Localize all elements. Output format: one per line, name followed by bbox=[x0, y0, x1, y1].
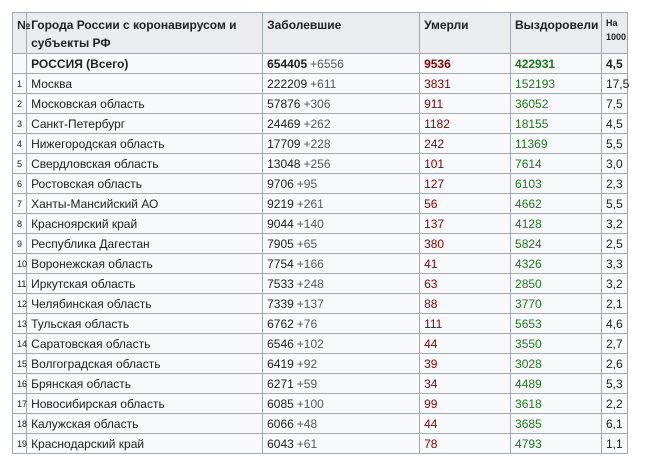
row-cases-value: 6762 bbox=[267, 316, 294, 331]
row-cases bbox=[263, 154, 420, 174]
row-num: 15 bbox=[13, 354, 27, 374]
table-row bbox=[13, 334, 628, 354]
covid-table-container bbox=[12, 12, 628, 454]
total-cases: 654405 bbox=[267, 56, 308, 71]
row-region[interactable]: Санкт-Петербург bbox=[27, 114, 263, 134]
table-row bbox=[13, 254, 628, 274]
row-recovered: 5653 bbox=[511, 314, 602, 334]
row-recovered: 36052 bbox=[511, 94, 602, 114]
row-deaths: 137 bbox=[420, 214, 511, 234]
total-num bbox=[13, 54, 27, 74]
row-deaths: 63 bbox=[420, 274, 511, 294]
row-region[interactable]: Республика Дагестан bbox=[27, 234, 263, 254]
row-recovered: 4662 bbox=[511, 194, 602, 214]
row-region[interactable]: Брянская область bbox=[27, 374, 263, 394]
row-cases bbox=[263, 254, 420, 274]
row-cases-delta: +65 bbox=[296, 236, 318, 251]
row-num: 3 bbox=[13, 114, 27, 134]
row-rate: 2,6 bbox=[601, 354, 627, 374]
table-row bbox=[13, 274, 628, 294]
total-delta: +6556 bbox=[310, 56, 344, 71]
row-cases bbox=[263, 114, 420, 134]
row-recovered: 4128 bbox=[511, 214, 602, 234]
total-recovered: 422931 bbox=[511, 54, 602, 74]
row-cases-delta: +61 bbox=[296, 436, 318, 451]
row-rate: 5,5 bbox=[601, 134, 627, 154]
table-row bbox=[13, 114, 628, 134]
row-cases bbox=[263, 414, 420, 434]
row-num: 8 bbox=[13, 214, 27, 234]
row-region[interactable]: Новосибирская область bbox=[27, 394, 263, 414]
row-num: 12 bbox=[13, 294, 27, 314]
row-num: 13 bbox=[13, 314, 27, 334]
row-num: 5 bbox=[13, 154, 27, 174]
row-cases-delta: +166 bbox=[296, 256, 324, 271]
row-rate: 4,6 bbox=[601, 314, 627, 334]
table-row bbox=[13, 294, 628, 314]
row-recovered: 3685 bbox=[511, 414, 602, 434]
row-region[interactable]: Воронежская область bbox=[27, 254, 263, 274]
row-cases-value: 6419 bbox=[267, 356, 294, 371]
row-rate: 5,5 bbox=[601, 194, 627, 214]
row-num: 2 bbox=[13, 94, 27, 114]
row-cases-delta: +611 bbox=[310, 76, 337, 91]
header-deaths[interactable]: Умерли bbox=[420, 13, 511, 54]
row-deaths: 44 bbox=[420, 414, 511, 434]
row-cases-delta: +261 bbox=[296, 196, 324, 211]
row-cases-delta: +256 bbox=[303, 156, 331, 171]
row-cases bbox=[263, 274, 420, 294]
row-cases-value: 9044 bbox=[267, 216, 294, 231]
row-rate: 7,5 bbox=[601, 94, 627, 114]
row-cases-delta: +262 bbox=[303, 116, 331, 131]
table-row bbox=[13, 434, 628, 454]
row-cases-value: 6085 bbox=[267, 396, 294, 411]
table-row bbox=[13, 414, 628, 434]
row-cases-value: 6066 bbox=[267, 416, 294, 431]
row-region[interactable]: Челябинская область bbox=[27, 294, 263, 314]
row-deaths: 101 bbox=[420, 154, 511, 174]
covid-stats-table bbox=[12, 12, 628, 454]
row-region[interactable]: Краснодарский край bbox=[27, 434, 263, 454]
row-deaths: 56 bbox=[420, 194, 511, 214]
row-region[interactable]: Московская область bbox=[27, 94, 263, 114]
row-region[interactable]: Красноярский край bbox=[27, 214, 263, 234]
row-rate: 3,2 bbox=[601, 214, 627, 234]
row-cases bbox=[263, 134, 420, 154]
table-row bbox=[13, 174, 628, 194]
row-cases-delta: +248 bbox=[296, 276, 324, 291]
row-recovered: 7614 bbox=[511, 154, 602, 174]
row-recovered: 3028 bbox=[511, 354, 602, 374]
row-num: 18 bbox=[13, 414, 27, 434]
row-cases-delta: +137 bbox=[296, 296, 324, 311]
row-cases bbox=[263, 434, 420, 454]
table-row bbox=[13, 354, 628, 374]
row-rate: 2,2 bbox=[601, 394, 627, 414]
row-rate: 2,1 bbox=[601, 294, 627, 314]
row-cases bbox=[263, 194, 420, 214]
row-cases-value: 6271 bbox=[267, 376, 294, 391]
header-recovered[interactable]: Выздоровели bbox=[511, 13, 602, 54]
row-recovered: 6103 bbox=[511, 174, 602, 194]
row-rate: 2,5 bbox=[601, 234, 627, 254]
row-recovered: 4326 bbox=[511, 254, 602, 274]
row-region[interactable]: Нижегородская область bbox=[27, 134, 263, 154]
row-region[interactable]: Ростовская область bbox=[27, 174, 263, 194]
row-cases-value: 7533 bbox=[267, 276, 294, 291]
row-region[interactable]: Москва bbox=[27, 74, 263, 94]
row-cases-delta: +95 bbox=[296, 176, 318, 191]
row-recovered: 4793 bbox=[511, 434, 602, 454]
row-cases-value: 7339 bbox=[267, 296, 294, 311]
header-cases[interactable]: Заболевшие bbox=[263, 13, 420, 54]
row-deaths: 242 bbox=[420, 134, 511, 154]
row-cases bbox=[263, 394, 420, 414]
row-cases-value: 7754 bbox=[267, 256, 294, 271]
row-cases-delta: +76 bbox=[296, 316, 318, 331]
row-cases bbox=[263, 74, 420, 94]
row-rate: 2,3 bbox=[601, 174, 627, 194]
row-num: 19 bbox=[13, 434, 27, 454]
row-region[interactable]: Саратовская область bbox=[27, 334, 263, 354]
table-row bbox=[13, 234, 628, 254]
row-cases-value: 24469 bbox=[267, 116, 301, 131]
table-row bbox=[13, 394, 628, 414]
row-region[interactable]: Волгоградская область bbox=[27, 354, 263, 374]
row-cases-delta: +140 bbox=[296, 216, 324, 231]
row-cases-delta: +59 bbox=[296, 376, 318, 391]
row-cases-value: 6546 bbox=[267, 336, 294, 351]
row-num: 6 bbox=[13, 174, 27, 194]
row-region[interactable]: Свердловская область bbox=[27, 154, 263, 174]
table-header-row bbox=[13, 13, 628, 54]
row-cases bbox=[263, 214, 420, 234]
row-cases-value: 6043 bbox=[267, 436, 294, 451]
row-cases-value: 13048 bbox=[267, 156, 301, 171]
row-cases-value: 17709 bbox=[267, 136, 301, 151]
row-rate: 6,1 bbox=[601, 414, 627, 434]
row-rate: 3,0 bbox=[601, 154, 627, 174]
row-region[interactable]: Калужская область bbox=[27, 414, 263, 434]
row-num: 1 bbox=[13, 74, 27, 94]
row-cases-delta: +228 bbox=[303, 136, 331, 151]
total-region: РОССИЯ (Всего) bbox=[27, 54, 263, 74]
row-cases-delta: +92 bbox=[296, 356, 318, 371]
row-recovered: 5824 bbox=[511, 234, 602, 254]
row-cases-delta: +48 bbox=[296, 416, 318, 431]
row-recovered: 3770 bbox=[511, 294, 602, 314]
row-cases bbox=[263, 314, 420, 334]
row-num: 10 bbox=[13, 254, 27, 274]
row-cases-delta: +100 bbox=[296, 396, 324, 411]
row-cases-value: 9219 bbox=[267, 196, 294, 211]
row-recovered: 11369 bbox=[511, 134, 602, 154]
row-deaths: 3831 bbox=[420, 74, 511, 94]
total-rate: 4,5 bbox=[601, 54, 627, 74]
row-region[interactable]: Ханты-Мансийский АО bbox=[27, 194, 263, 214]
row-recovered: 3618 bbox=[511, 394, 602, 414]
row-deaths: 911 bbox=[420, 94, 511, 114]
row-deaths: 88 bbox=[420, 294, 511, 314]
row-cases bbox=[263, 374, 420, 394]
row-num: 14 bbox=[13, 334, 27, 354]
row-cases bbox=[263, 334, 420, 354]
table-row bbox=[13, 134, 628, 154]
row-deaths: 41 bbox=[420, 254, 511, 274]
total-deaths: 9536 bbox=[420, 54, 511, 74]
header-region[interactable]: Города России с коронавирусом и субъекты РФ bbox=[27, 13, 263, 54]
table-row bbox=[13, 94, 628, 114]
row-deaths: 1182 bbox=[420, 114, 511, 134]
table-row bbox=[13, 194, 628, 214]
row-deaths: 380 bbox=[420, 234, 511, 254]
row-region[interactable]: Иркутская область bbox=[27, 274, 263, 294]
row-rate: 4,5 bbox=[601, 114, 627, 134]
row-deaths: 127 bbox=[420, 174, 511, 194]
row-rate: 3,3 bbox=[601, 254, 627, 274]
row-recovered: 18155 bbox=[511, 114, 602, 134]
row-deaths: 99 bbox=[420, 394, 511, 414]
row-num: 7 bbox=[13, 194, 27, 214]
row-cases bbox=[263, 294, 420, 314]
row-cases bbox=[263, 354, 420, 374]
row-deaths: 111 bbox=[420, 314, 511, 334]
row-num: 4 bbox=[13, 134, 27, 154]
header-rate[interactable]: На 1000 bbox=[601, 13, 627, 54]
row-cases-value: 9706 bbox=[267, 176, 294, 191]
row-num: 11 bbox=[13, 274, 27, 294]
row-num: 16 bbox=[13, 374, 27, 394]
row-num: 9 bbox=[13, 234, 27, 254]
row-rate: 3,2 bbox=[601, 274, 627, 294]
row-cases bbox=[263, 94, 420, 114]
total-cases-cell bbox=[263, 54, 420, 74]
row-rate: 2,7 bbox=[601, 334, 627, 354]
row-cases-delta: +102 bbox=[296, 336, 324, 351]
row-cases-delta: +306 bbox=[303, 96, 331, 111]
row-rate: 5,3 bbox=[601, 374, 627, 394]
table-row bbox=[13, 374, 628, 394]
row-deaths: 44 bbox=[420, 334, 511, 354]
table-row bbox=[13, 74, 628, 94]
row-recovered: 4489 bbox=[511, 374, 602, 394]
header-num[interactable]: № bbox=[13, 13, 27, 54]
row-cases-value: 222209 bbox=[267, 76, 308, 91]
row-cases bbox=[263, 234, 420, 254]
table-row bbox=[13, 314, 628, 334]
row-rate: 1,1 bbox=[601, 434, 627, 454]
row-cases bbox=[263, 174, 420, 194]
row-recovered: 152193 bbox=[511, 74, 602, 94]
row-recovered: 3550 bbox=[511, 334, 602, 354]
row-deaths: 39 bbox=[420, 354, 511, 374]
row-region[interactable]: Тульская область bbox=[27, 314, 263, 334]
table-row bbox=[13, 214, 628, 234]
row-deaths: 34 bbox=[420, 374, 511, 394]
row-num: 17 bbox=[13, 394, 27, 414]
row-cases-value: 57876 bbox=[267, 96, 301, 111]
row-recovered: 2850 bbox=[511, 274, 602, 294]
table-row bbox=[13, 154, 628, 174]
row-cases-value: 7905 bbox=[267, 236, 294, 251]
total-row bbox=[13, 54, 628, 74]
row-deaths: 78 bbox=[420, 434, 511, 454]
row-rate: 17,5 bbox=[601, 74, 627, 94]
